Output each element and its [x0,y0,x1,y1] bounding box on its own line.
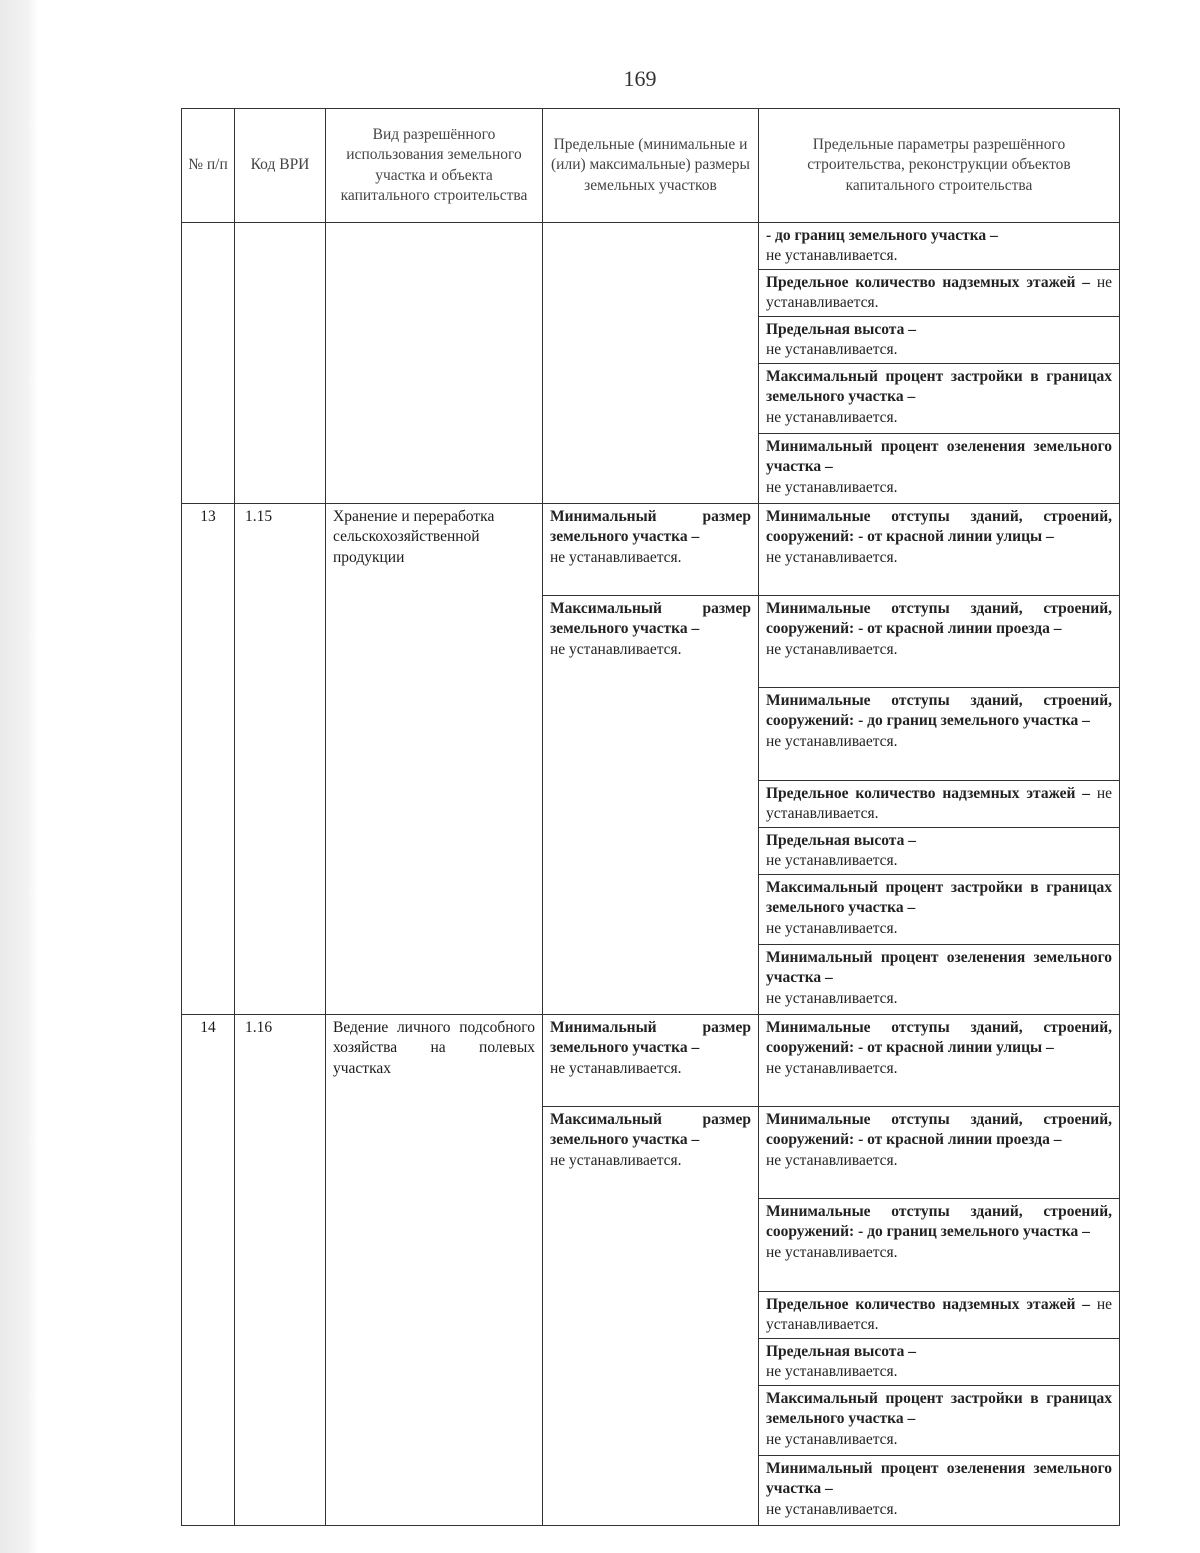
param-value-text: не устанавливается. [766,273,1112,312]
param-cell [759,595,1120,687]
param-value-text: не устанавливается. [766,548,898,566]
page-number: 169 [623,66,657,91]
param-value-text: не устанавливается. [766,852,898,870]
param-value-text: не устанавливается. [766,247,898,265]
size-max-cell [543,1106,759,1525]
param-cell [759,269,1120,316]
table-row [182,223,1120,270]
param-bold-text: Минимальные отступы зданий, строений, сооружений: - до границ земельного участка – [766,1202,1112,1241]
param-bold-text: Предельная высота – [766,320,916,338]
param-cell [759,780,1120,827]
param-cell [759,1014,1120,1106]
param-bold-text: Предельное количество надземных этажей – [766,784,1090,802]
param-cell [759,1106,1120,1198]
header-razmery: Предельные (минимальные и (или) максимальные) размеры земельных участков [543,109,759,223]
param-cell [759,316,1120,363]
size-bold-text: Максимальный размер земельного участка – [550,1110,751,1149]
scan-edge-shadow [0,0,38,1553]
row-code: 1.15 [235,503,326,1014]
header-parametry: Предельные параметры разрешённого строительства, реконструкции объектов капитального строительства [759,109,1120,223]
param-bold-text: Предельная высота – [766,831,916,849]
param-bold-text: Минимальные отступы зданий, строений, сооружений: - от красной линии улицы – [766,1018,1112,1057]
size-value-text: не устанавливается. [550,640,682,658]
row-code: 1.16 [235,1014,326,1525]
param-value-text: не устанавливается. [766,1500,898,1518]
param-cell [759,1198,1120,1291]
param-value-text: не устанавливается. [766,919,898,937]
param-cell [759,503,1120,595]
size-value-text: не устанавливается. [550,548,682,566]
header-num: № п/п [182,109,235,223]
param-bold-text: Минимальные отступы зданий, строений, сооружений: - до границ земельного участка – [766,691,1112,730]
table-row [182,1014,1120,1106]
param-bold-text: Максимальный процент застройки в границах земельного участка – [766,1389,1112,1428]
param-cell [759,223,1120,270]
size-max-cell [543,595,759,1014]
param-bold-text: Предельное количество надземных этажей – [766,1295,1090,1313]
param-cell [759,1455,1120,1525]
param-bold-text: Минимальный процент озеленения земельного участка – [766,948,1112,987]
cont-num-cell [182,223,235,504]
param-cell [759,1338,1120,1385]
regulations-table [181,108,1120,1526]
header-kod: Код ВРИ [235,109,326,223]
param-value-text: не устанавливается. [766,1295,1112,1334]
row-number: 13 [182,503,235,1014]
param-value-text: не устанавливается. [766,341,898,359]
cont-size-cell [543,223,759,504]
param-value-text: не устанавливается. [766,478,898,496]
param-cell [759,363,1120,433]
param-bold-text: Максимальный процент застройки в границах земельного участка – [766,367,1112,406]
table-body [182,223,1120,1526]
cont-vid-cell [326,223,543,504]
table-row [182,503,1120,595]
size-value-text: не устанавливается. [550,1059,682,1077]
param-value-text: не устанавливается. [766,732,898,750]
param-cell [759,827,1120,874]
size-min-cell [543,1014,759,1106]
param-cell [759,1291,1120,1338]
param-bold-text: Минимальный процент озеленения земельного участка – [766,1459,1112,1498]
size-bold-text: Минимальный размер земельного участка – [550,507,751,546]
param-cell [759,944,1120,1014]
param-cell [759,687,1120,780]
param-bold-text: Предельное количество надземных этажей – [766,273,1090,291]
param-value-text: не устанавливается. [766,989,898,1007]
row-use-type: Ведение личного подсобного хозяйства на полевых участках [326,1014,543,1525]
param-value-text: не устанавливается. [766,1243,898,1261]
param-value-text: не устанавливается. [766,640,898,658]
row-number: 14 [182,1014,235,1525]
param-cell [759,874,1120,944]
param-value-text: не устанавливается. [766,784,1112,823]
header-vid: Вид разрешённого использования земельного участка и объекта капитального строительства [326,109,543,223]
param-value-text: не устанавливается. [766,1151,898,1169]
param-bold-text: Минимальный процент озеленения земельного участка – [766,437,1112,476]
cont-kod-cell [235,223,326,504]
row-use-type: Хранение и переработка сельскохозяйственной продукции [326,503,543,1014]
param-value-text: не устанавливается. [766,408,898,426]
size-value-text: не устанавливается. [550,1151,682,1169]
param-bold-text: - до границ земельного участка – [766,227,998,244]
param-value-text: не устанавливается. [766,1059,898,1077]
param-bold-text: Максимальный процент застройки в границах земельного участка – [766,878,1112,917]
size-bold-text: Минимальный размер земельного участка – [550,1018,751,1057]
param-bold-text: Минимальные отступы зданий, строений, сооружений: - от красной линии проезда – [766,599,1112,638]
param-cell [759,433,1120,503]
size-bold-text: Максимальный размер земельного участка – [550,599,751,638]
param-bold-text: Минимальные отступы зданий, строений, сооружений: - от красной линии улицы – [766,507,1112,546]
size-min-cell [543,503,759,595]
param-value-text: не устанавливается. [766,1363,898,1381]
param-bold-text: Предельная высота – [766,1342,916,1360]
param-cell [759,1385,1120,1455]
param-value-text: не устанавливается. [766,1430,898,1448]
param-bold-text: Минимальные отступы зданий, строений, сооружений: - от красной линии проезда – [766,1110,1112,1149]
table-header-row [182,109,1120,223]
